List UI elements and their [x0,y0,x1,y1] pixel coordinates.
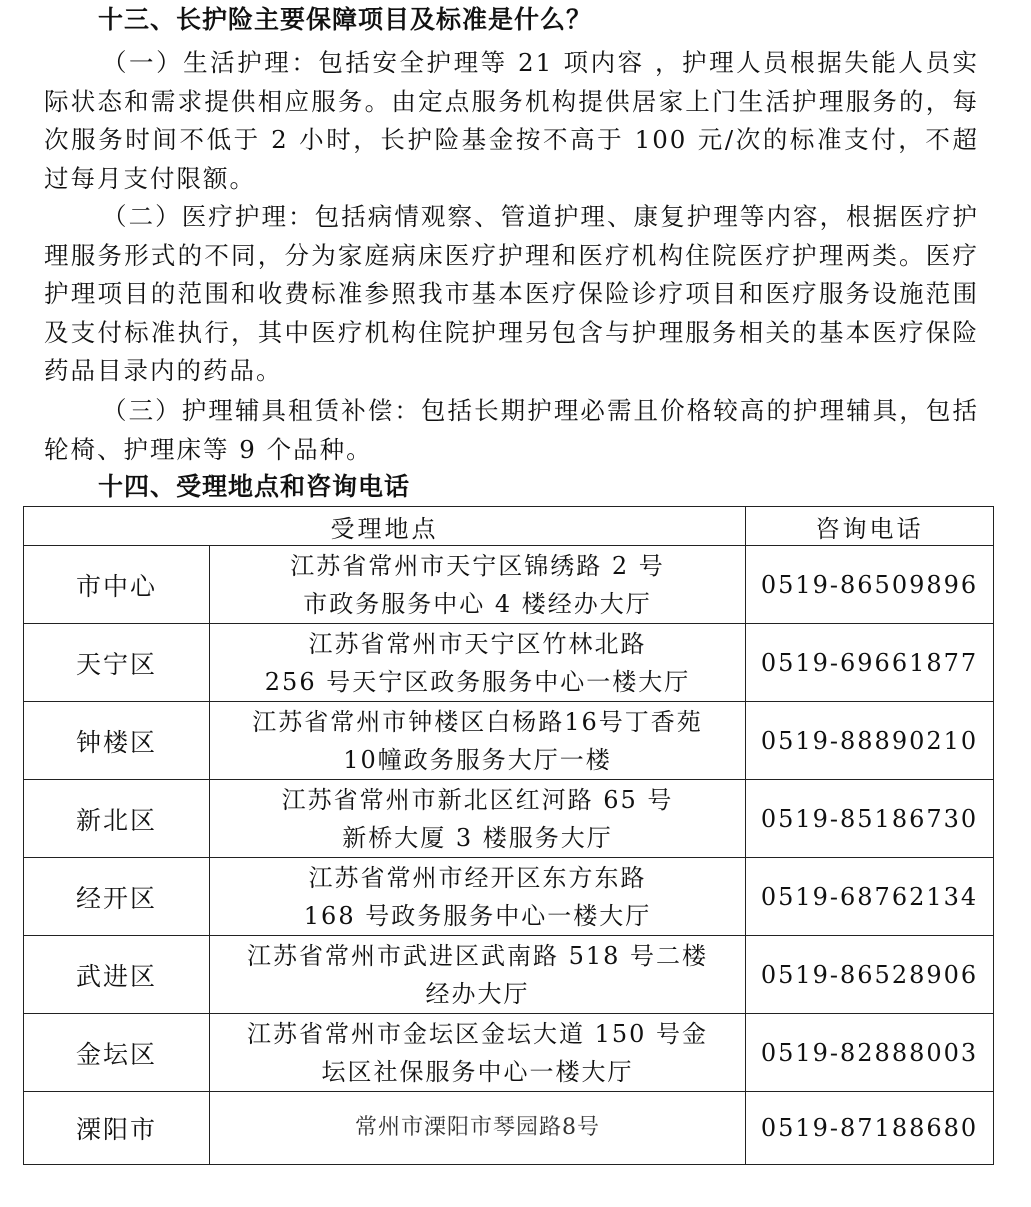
district-cell: 市中心 [24,546,210,624]
district-cell: 武进区 [24,936,210,1014]
table-row [24,858,994,936]
phone-cell: 0519-86509896 [746,546,994,624]
table-header-row [24,507,994,546]
table-row [24,546,994,624]
table-row [24,936,994,1014]
district-cell: 金坛区 [24,1014,210,1092]
phone-cell: 0519-82888003 [746,1014,994,1092]
phone-cell: 0519-86528906 [746,936,994,1014]
section-13-heading: 十三、长护险主要保障项目及标准是什么？ [98,5,593,34]
address-line: 新桥大厦 3 楼服务大厅 [342,823,613,852]
address-line: 江苏省常州市钟楼区白杨路16号丁香苑 [252,707,703,736]
address-cell [210,780,746,858]
address-cell [210,858,746,936]
table-row [24,780,994,858]
address-line: 168 号政务服务中心一楼大厅 [303,901,652,930]
header-phone: 咨询电话 [746,507,994,546]
address-line: 江苏省常州市新北区红河路 65 号 [281,785,674,814]
address-line: 10幢政务服务大厅一楼 [343,745,612,774]
address-line: 江苏省常州市武进区武南路 518 号二楼 [246,941,709,970]
service-locations-table [23,506,994,1165]
address-line: 经办大厅 [425,979,530,1008]
district-cell: 钟楼区 [24,702,210,780]
phone-cell: 0519-69661877 [746,624,994,702]
address-cell [210,702,746,780]
table-row [24,624,994,702]
phone-cell: 0519-85186730 [746,780,994,858]
district-cell: 新北区 [24,780,210,858]
section-13-item-2: （二）医疗护理：包括病情观察、管道护理、康复护理等内容，根据医疗护理服务形式的不同，分为家庭病床医疗护理和医疗机构住院医疗护理两类。医疗护理项目的范围和收费标准参照我市基本医疗保险诊疗项目和医疗服务设施范围及支付标准执行，其中医疗机构住院护理另包含与护理服务相关的基本医疗保险药品目录内的药品。 [44,202,979,386]
section-14-heading: 十四、受理地点和咨询电话 [98,472,411,501]
phone-cell: 0519-88890210 [746,702,994,780]
district-cell: 经开区 [24,858,210,936]
address-line: 256 号天宁区政务服务中心一楼大厅 [264,667,691,696]
district-cell: 天宁区 [24,624,210,702]
address-line: 常州市溧阳市琴园路8号 [355,1115,600,1140]
table-row [24,1092,994,1165]
address-line: 坛区社保服务中心一楼大厅 [321,1057,634,1086]
table-row [24,702,994,780]
address-cell [210,1014,746,1092]
header-location: 受理地点 [24,507,746,546]
address-line: 市政务服务中心 4 楼经办大厅 [303,589,652,618]
table-row [24,1014,994,1092]
section-13-item-3: （三）护理辅具租赁补偿：包括长期护理必需且价格较高的护理辅具，包括轮椅、护理床等 9 个品种。 [44,396,979,464]
address-line: 江苏省常州市经开区东方东路 [308,863,647,892]
address-cell [210,1092,746,1165]
address-cell [210,936,746,1014]
address-cell [210,624,746,702]
phone-cell: 0519-68762134 [746,858,994,936]
address-cell [210,546,746,624]
address-line: 江苏省常州市天宁区锦绣路 2 号 [290,551,665,580]
phone-cell: 0519-87188680 [746,1092,994,1165]
section-13-item-1: （一）生活护理：包括安全护理等 21 项内容 ，护理人员根据失能人员实际状态和需求提供相应服务。由定点服务机构提供居家上门生活护理服务的，每次服务时间不低于 2 小时，长护险基金按不高于 100 元/次的标准支付，不超过每月支付限额。 [44,48,979,193]
address-line: 江苏省常州市金坛区金坛大道 150 号金 [246,1019,709,1048]
address-line: 江苏省常州市天宁区竹林北路 [308,629,647,658]
district-cell: 溧阳市 [24,1092,210,1165]
